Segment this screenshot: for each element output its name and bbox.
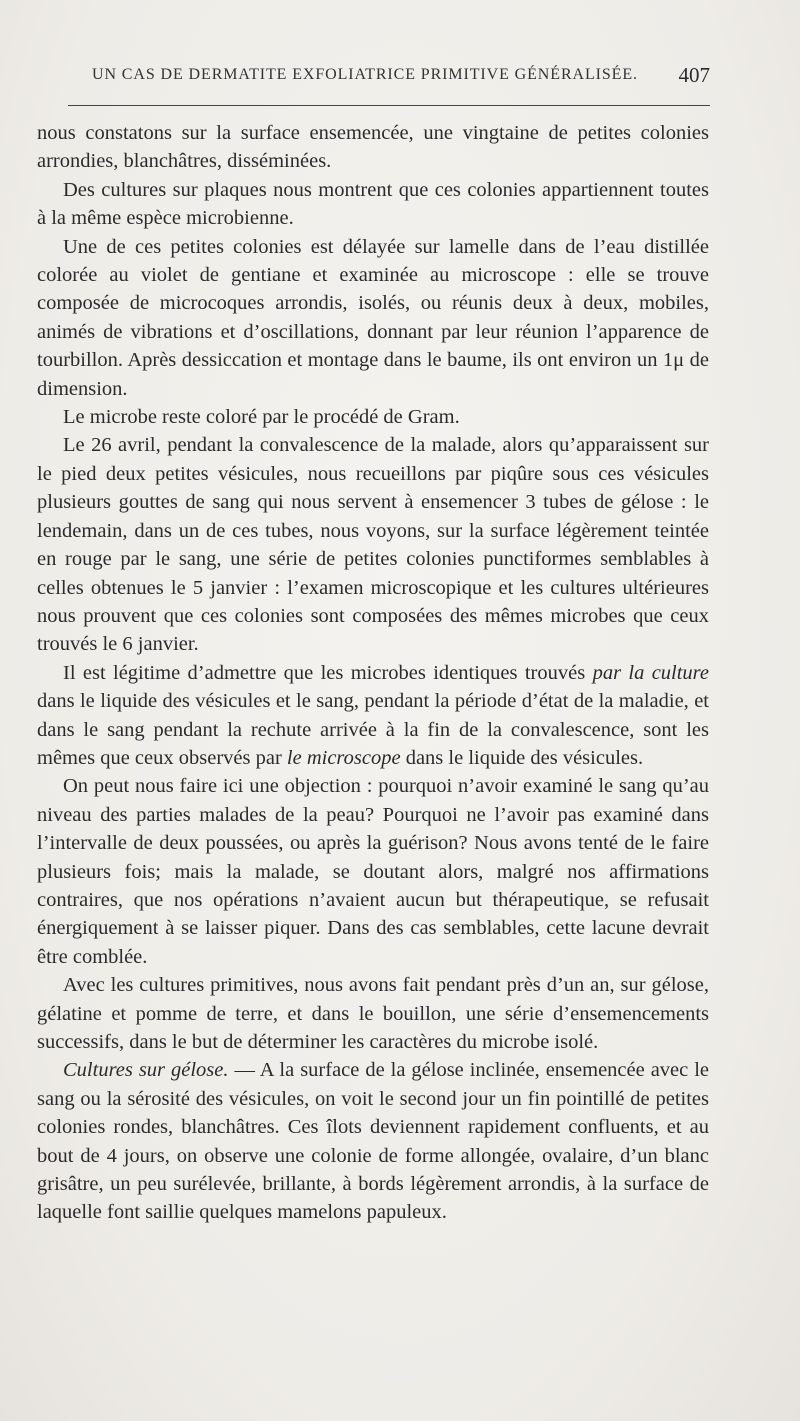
paragraph-1: nous constatons sur la surface ensemencée, une vingtaine de petites colonies arrondies, blanchâtres, disséminées. xyxy=(37,122,709,173)
paragraph-4: Le microbe reste coloré par le procédé de Gram. xyxy=(63,406,460,429)
paragraph-9 xyxy=(37,1056,709,1226)
paragraph-3: Une de ces petites colonies est délayée sur lamelle dans de l’eau distillée colorée au violet de gentiane et examinée au microscope : elle se trouve composée de microcoques arrondis, isolés, ou réunis deux à deux, mobiles, animés de vibrations et d’oscillations, donnant par leur réunion l’apparence de tourbillon. Après dessiccation et montage dans le baume, ils ont environ un 1μ de dimension. xyxy=(37,235,709,400)
italic-par-la-culture: par la culture xyxy=(592,661,709,684)
paragraph-6-part-1: Il est légitime d’admettre que les microbes identiques trouvés xyxy=(63,661,593,684)
paragraph-8: Avec les cultures primitives, nous avons fait pendant près d’un an, sur gélose, gélatine et pomme de terre, et dans le bouillon, une série d’ensemencements successifs, dans le but de déterminer les caractères du microbe isolé. xyxy=(37,974,709,1053)
paragraph-5: Le 26 avril, pendant la convalescence de la malade, alors qu’apparaissent sur le pied deux petites vésicules, nous recueillons par piqûre sous ces vésicules plusieurs gouttes de sang qui nous servent à ensemencer 3 tubes de gélose : le lendemain, dans un de ces tubes, nous voyons, sur la surface légèrement teintée en rouge par le sang, une série de petites colonies punctiformes semblables à celles obtenues le 5 janvier : l’examen microscopique et les cultures ultérieures nous prouvent que ces colonies sont composées des mêmes microbes que ceux trouvés le 6 janvier. xyxy=(37,434,709,656)
section-heading-cultures-sur-gelose: Cultures sur gélose. xyxy=(63,1059,229,1082)
paragraph-6 xyxy=(37,659,709,773)
body-text xyxy=(37,119,709,1227)
paragraph-9-text: — A la surface de la gélose inclinée, ensemencée avec le sang ou la sérosité des vésicules, on voit le second jour un fin pointillé de petites colonies rondes, blanchâtres. Ces îlots deviennent rapidement confluents, et au bout de 4 jours, on observe une colonie de forme allongée, ovalaire, d’un blanc grisâtre, un peu surélevée, brillante, à bords légèrement arrondis, à la surface de laquelle font saillie quelques mamelons papuleux. xyxy=(37,1059,709,1224)
paragraph-6-part-2: dans le liquide des vésicules et le sang, pendant la période d’état de la maladie, et dans le sang pendant la rechute arrivée à la fin de la convalescence, sont les mêmes que ceux observés par xyxy=(37,690,709,769)
paragraph-7: On peut nous faire ici une objection : pourquoi n’avoir examiné le sang qu’au niveau des parties malades de la peau? Pourquoi ne l’avoir pas examiné dans l’intervalle de deux poussées, ou après la guérison? Nous avons tenté de le faire plusieurs fois; mais la malade, se doutant alors, malgré nos affirmations contraires, que nos opérations n’avaient aucun but thérapeutique, se refusait énergiquement à se laisser piquer. Dans des cas semblables, cette lacune devrait être comblée. xyxy=(37,775,709,968)
paragraph-6-part-3: dans le liquide des vésicules. xyxy=(400,746,644,769)
italic-le-microscope: le microscope xyxy=(286,746,401,769)
running-head: UN CAS DE DERMATITE EXFOLIATRICE PRIMITIVE GÉNÉRALISÉE. xyxy=(92,66,638,83)
page-number: 407 xyxy=(678,63,710,87)
header-rule xyxy=(68,105,710,106)
paragraph-2: Des cultures sur plaques nous montrent que ces colonies appartiennent toutes à la même espèce microbienne. xyxy=(37,178,709,230)
page-header xyxy=(62,63,710,96)
